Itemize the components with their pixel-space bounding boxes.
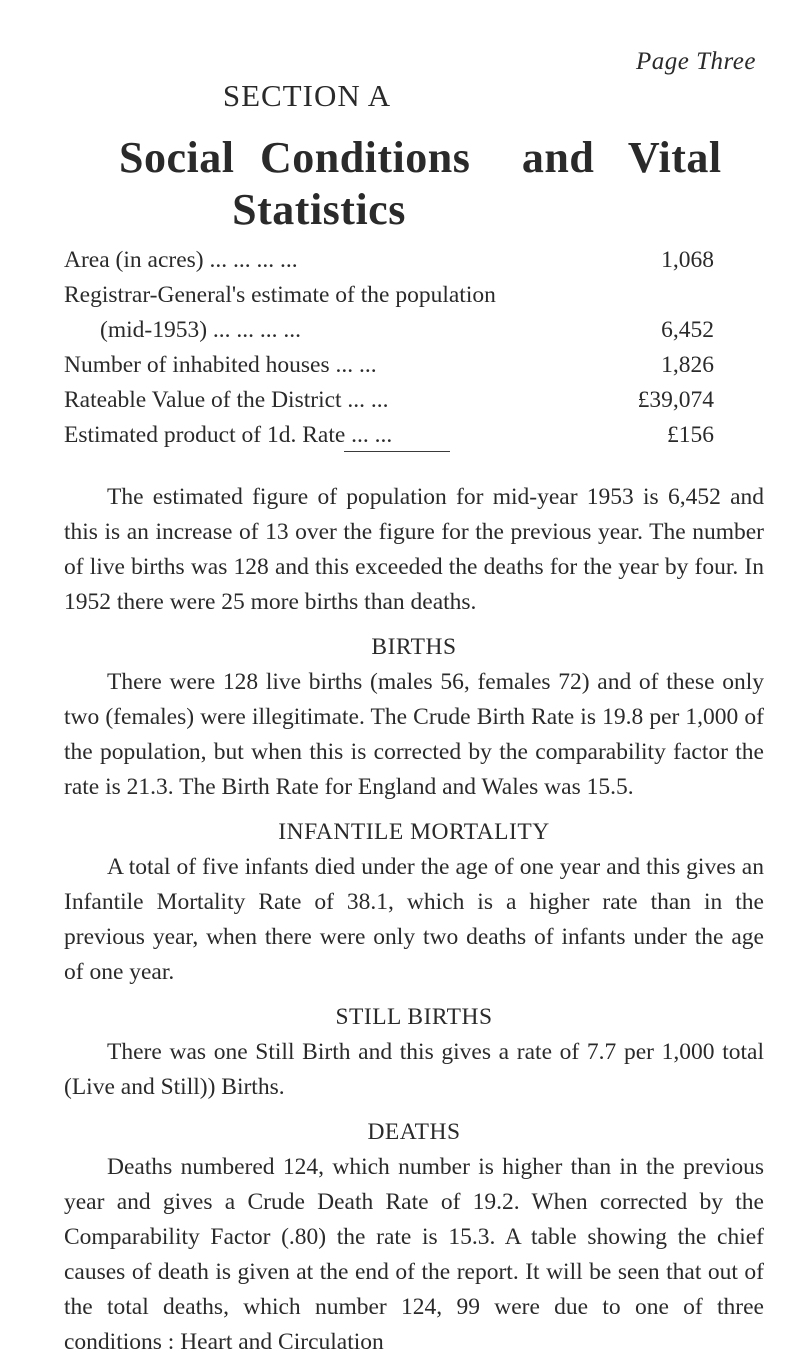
stat-value: 1,068	[661, 247, 714, 273]
stat-row-area	[64, 243, 714, 278]
stat-row-population	[64, 313, 714, 348]
section-label: SECTION A	[222, 78, 392, 113]
still-births-paragraph: There was one Still Birth and this gives a rate of 7.7 per 1,000 total (Live and Still)) Births.	[64, 1039, 764, 1100]
stat-label: (mid-1953) ... ... ... ...	[100, 317, 302, 343]
stat-label: Number of inhabited houses ... ...	[64, 352, 377, 378]
statistics-table	[64, 243, 714, 453]
title-word-vital: Vital	[627, 133, 722, 182]
stat-value: 6,452	[661, 317, 714, 343]
stat-row-population-label	[64, 278, 714, 313]
title-word-conditions: Conditions	[259, 133, 471, 182]
stat-label: Rateable Value of the District ... ...	[64, 387, 389, 413]
intro-paragraph: The estimated figure of population for mid-year 1953 is 6,452 and this is an increase of 13 over the figure for the previous year. The number of live births was 128 and this exceeded the deaths for the year by four. In 1952 there were 25 more births than deaths.	[64, 484, 764, 615]
stat-label: Registrar-General's estimate of the population	[64, 282, 496, 308]
deaths-paragraph: Deaths numbered 124, which number is higher than in the previous year and gives a Crude Death Rate of 19.2. When corrected by the Comparability Factor (.80) the rate is 15.3. A table showing the chief causes of death is given at the end of the report. It will be seen that out of the total deaths, which number 124, 99 were due to one of three conditions : Heart and Circulation	[64, 1154, 764, 1355]
stat-row-penny-rate	[64, 418, 714, 453]
title-word-social: Social	[119, 133, 235, 182]
report-body	[64, 480, 764, 1360]
stat-value: £39,074	[637, 387, 714, 413]
still-births-heading: STILL BIRTHS	[335, 1004, 493, 1030]
deaths-heading: DEATHS	[367, 1119, 461, 1145]
infantile-mortality-heading: INFANTILE MORTALITY	[278, 819, 550, 845]
births-paragraph: There were 128 live births (males 56, females 72) and of these only two (females) were illegitimate. The Crude Birth Rate is 19.8 per 1,000 of the population, but when this is corrected by the comparability factor the rate is 21.3. The Birth Rate for England and Wales was 15.5.	[64, 669, 764, 800]
stat-label: Estimated product of 1d. Rate ... ...	[64, 422, 393, 448]
page-number: Page Three	[635, 48, 756, 75]
stat-row-houses	[64, 348, 714, 383]
stat-row-rateable-value	[64, 383, 714, 418]
stat-value: £156	[667, 422, 714, 448]
stat-label: Area (in acres) ... ... ... ...	[64, 247, 298, 273]
section-divider	[344, 451, 450, 452]
page-title-line2: Statistics	[232, 185, 406, 234]
title-word-and: and	[521, 133, 595, 182]
page-title	[119, 132, 739, 183]
births-heading: BIRTHS	[371, 634, 457, 660]
stat-value: 1,826	[661, 352, 714, 378]
infantile-mortality-paragraph: A total of five infants died under the age of one year and this gives an Infantile Mortality Rate of 38.1, which is a higher rate than in the previous year, when there were only two deaths of infants under the age of one year.	[64, 854, 764, 985]
